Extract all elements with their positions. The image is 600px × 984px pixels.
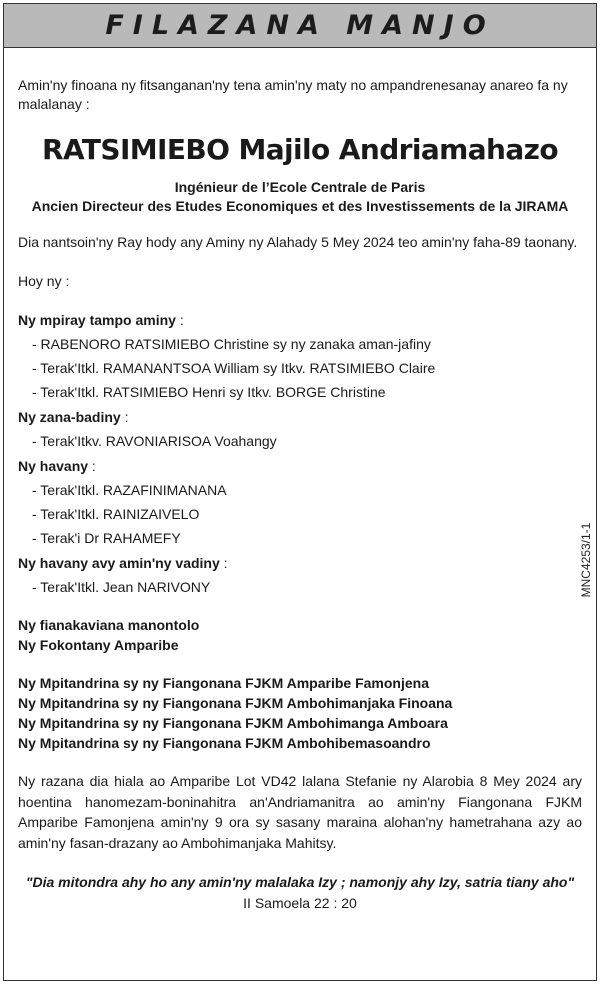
family-member: - RABENORO RATSIMIEBO Christine sy ny zanaka aman-jafiny (32, 336, 431, 352)
deceased-title-line: Ancien Directeur des Etudes Economiques et des Investissements de la JIRAMA (31, 198, 569, 214)
family-group-relatives (18, 457, 582, 548)
church-list (18, 673, 582, 753)
community-line: Ny fianakaviana manontolo (18, 617, 200, 633)
church-line: Ny Mpitandrina sy ny Fiangonana FJKM Ambohimanjaka Finoana (18, 695, 453, 711)
family-member: - Terak'Itkl. RAMANANTSOA William sy Itkv. RATSIMIEBO Claire (32, 360, 436, 376)
deceased-titles (18, 178, 582, 216)
group-heading: Ny havany : (18, 458, 96, 474)
family-group-in-laws (18, 408, 582, 451)
community-line: Ny Fokontany Amparibe (18, 637, 179, 653)
notice-title: FILAZANA MANJO (105, 10, 495, 41)
family-member: - Terak'Itkl. RAINIZAIVELO (32, 506, 200, 522)
family-member: - Terak'Itkl. RATSIMIEBO Henri sy Itkv. BORGE Christine (32, 384, 386, 400)
notice-frame (3, 3, 597, 981)
group-heading: Ny havany avy amin'ny vadiny : (18, 555, 228, 571)
family-member: - Terak'i Dr RAHAMEFY (32, 530, 181, 546)
group-heading: Ny mpiray tampo aminy : (18, 312, 184, 328)
family-member: - Terak'Itkv. RAVONIARISOA Voahangy (32, 433, 277, 449)
notice-body (4, 48, 596, 913)
family-group-siblings (18, 311, 582, 402)
church-line: Ny Mpitandrina sy ny Fiangonana FJKM Ambohimanga Amboara (18, 715, 448, 731)
death-notice: Dia nantsoin'ny Ray hody any Aminy ny Alahady 5 Mey 2024 teo amin'ny faha-89 taonany. (18, 234, 578, 250)
family-member: - Terak'Itkl. Jean NARIVONY (32, 579, 211, 595)
community-list (18, 615, 582, 655)
family-member: - Terak'Itkl. RAZAFINIMANANA (32, 482, 227, 498)
deceased-title-line: Ingénieur de l’Ecole Centrale de Paris (174, 179, 426, 195)
bible-quote: "Dia mitondra ahy ho any amin'ny malalaka Izy ; namonjy ahy Izy, satria tiany aho" (25, 874, 575, 890)
notice-banner (4, 4, 596, 48)
funeral-details: Ny razana dia hiala ao Amparibe Lot VD42 lalana Stefanie ny Alarobia 8 Mey 2024 ary hoentina hanomezam-boninahitra an'Andriamanitra ao amin'ny Fiangonana FJKM Amparibe Famonjena amin'ny 9 ora sy sasany maraina alohan'ny hametrahana azy ao amin'ny fasan-drazany ao Ambohimanjaka Mahitsy. (18, 773, 582, 851)
group-heading: Ny zana-badiny : (18, 409, 129, 425)
intro-text: Amin'ny finoana ny fitsanganan'ny tena amin'ny maty no ampandrenesanay anareo fa ny malalanay : (18, 77, 568, 112)
church-line: Ny Mpitandrina sy ny Fiangonana FJKM Ambohibemasoandro (18, 735, 431, 751)
hoy-label: Hoy ny : (18, 273, 70, 289)
deceased-name: RATSIMIEBO Majilo Andriamahazo (42, 133, 558, 166)
church-line: Ny Mpitandrina sy ny Fiangonana FJKM Amparibe Famonjena (18, 675, 429, 691)
reference-code: MNC4253/1-1 (579, 522, 593, 598)
bible-reference: II Samoela 22 : 20 (243, 895, 357, 911)
family-group-spouse-relatives (18, 554, 582, 597)
